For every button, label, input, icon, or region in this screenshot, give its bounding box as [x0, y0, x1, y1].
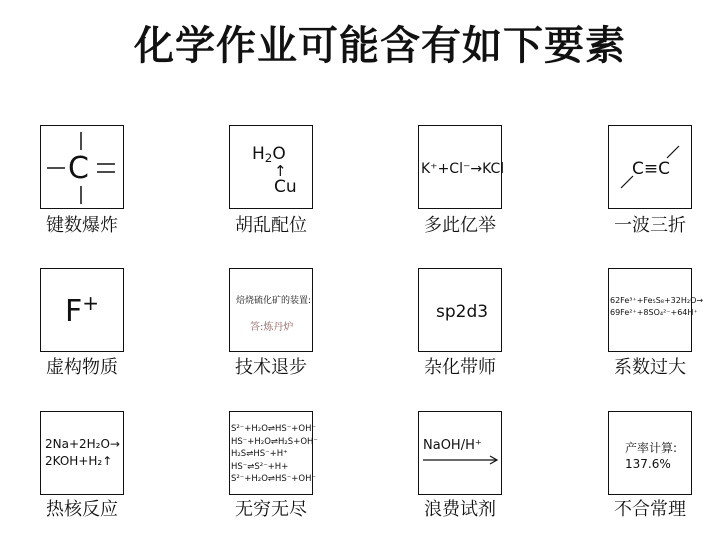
caption-redundant-step: 多此亿举	[424, 215, 496, 236]
equilibrium-line: H₂S⇌HS⁻+H⁺	[231, 449, 288, 459]
card-nuclear-reaction	[40, 411, 124, 495]
equilibrium-line: S²⁻+H₂O⇌HS⁻+OH⁻	[231, 424, 316, 434]
card-endless	[229, 411, 318, 495]
hybridization-text: sp2d3	[436, 302, 489, 322]
card-random-coordination	[229, 125, 313, 209]
yield-value: 137.6%	[625, 457, 671, 471]
equilibrium-list	[231, 423, 318, 486]
triple-bond-formula: C≡C	[632, 159, 670, 179]
species-text: F+	[65, 291, 100, 329]
equilibrium-line: HS⁻+H₂O⇌H₂S+OH⁻	[231, 436, 318, 447]
caption-endless: 无穷无尽	[235, 499, 307, 520]
caption-random-coordination: 胡乱配位	[235, 215, 307, 236]
card-fictional-substance	[40, 268, 124, 352]
caption-tech-regression: 技术退步	[235, 357, 307, 378]
card-triple-bond	[608, 125, 692, 209]
equation-text: K⁺+Cl⁻→KCl	[421, 161, 505, 177]
carbon-atom: C	[68, 151, 89, 186]
card-tech-regression	[229, 268, 313, 352]
equilibrium-line: HS⁻⇌S²⁻+H+	[231, 461, 289, 472]
coordination-arrow: ↑	[274, 162, 287, 180]
page-title: 化学作业可能含有如下要素	[134, 23, 626, 69]
equation-line-2: 2KOH+H₂↑	[45, 454, 113, 468]
card-waste-reagent	[418, 411, 502, 495]
metal-text: Cu	[274, 177, 297, 197]
ligand-text: $H_2O$	[252, 144, 286, 165]
caption-fictional-substance: 虚构物质	[46, 357, 118, 378]
equation-line-1: 62Fe³⁺+Fe₅S₈+32H₂O→	[610, 296, 704, 305]
caption-triple-bond: 一波三折	[614, 215, 686, 236]
caption-nuclear-reaction: 热核反应	[46, 499, 118, 520]
reaction-arrow-icon	[419, 412, 503, 496]
card-redundant-step	[418, 125, 505, 209]
card-bond-explosion	[40, 125, 124, 209]
caption-waste-reagent: 浪费试剂	[424, 499, 496, 520]
caption-large-coefficients: 系数过大	[614, 357, 686, 378]
answer-text: 答:炼丹炉	[250, 322, 294, 333]
card-large-coefficients	[608, 268, 704, 352]
equilibrium-line: S²⁻+H₂O⇌HS⁻+OH⁻	[231, 474, 316, 484]
caption-bond-explosion: 键数爆炸	[46, 215, 118, 236]
equation-line-2: 69Fe²⁺+8SO₄²⁻+64H⁺	[610, 308, 698, 317]
condition-text: NaOH/H⁺	[423, 438, 482, 453]
caption-hybridization: 杂化带师	[424, 357, 496, 378]
card-unreasonable	[608, 411, 692, 495]
yield-label: 产率计算:	[625, 441, 678, 455]
equation-line-1: 2Na+2H₂O→	[45, 437, 120, 451]
card-hybridization	[418, 268, 502, 352]
caption-unreasonable: 不合常理	[614, 499, 686, 520]
question-text: 焙烧硫化矿的装置:	[236, 296, 312, 306]
